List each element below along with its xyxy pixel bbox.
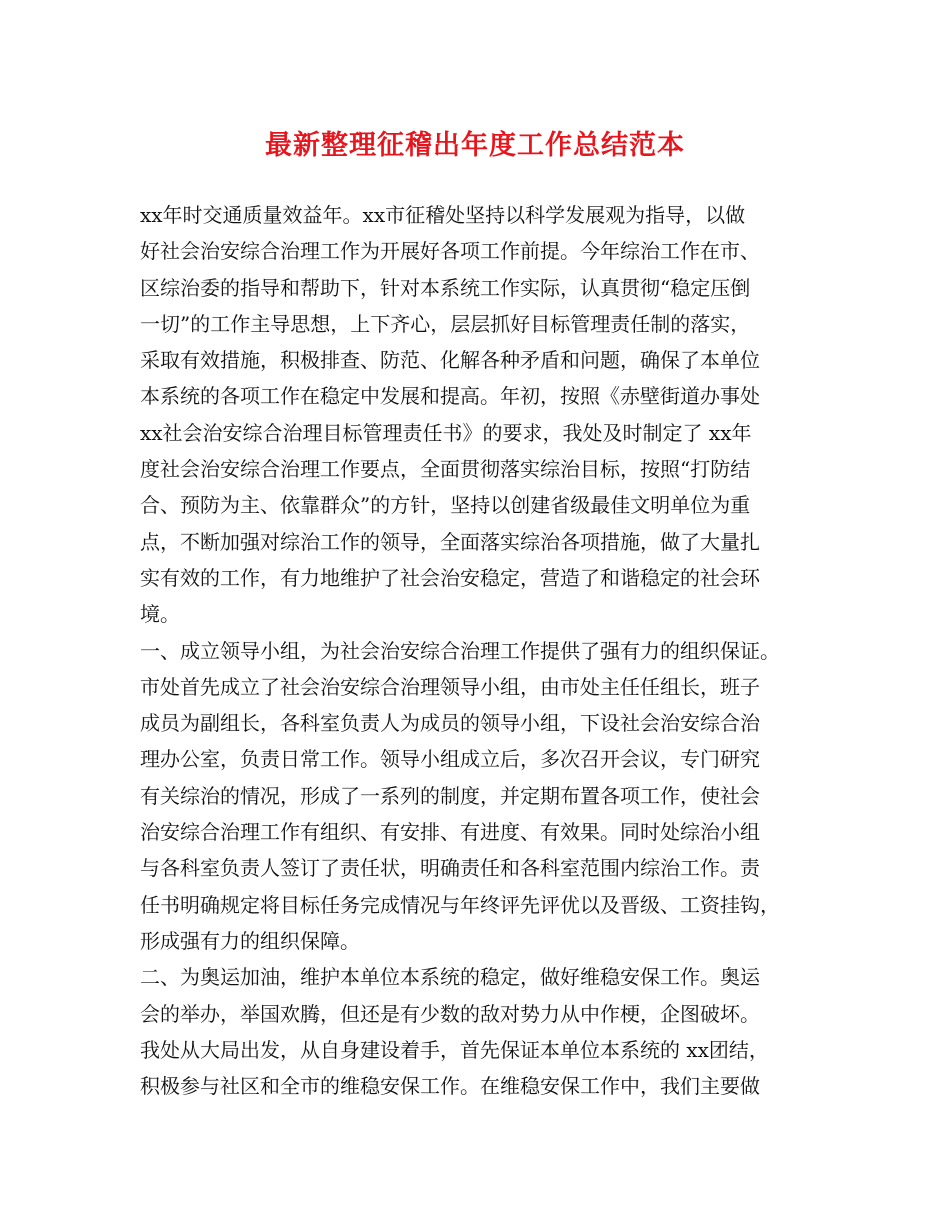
text-line: 本系统的各项工作在稳定中发展和提高。年初，按照《赤壁街道办事处 bbox=[140, 384, 760, 409]
document-title: 最新整理征稽出年度工作总结范本 bbox=[265, 130, 685, 161]
text-line: xx社会治安综合治理目标管理责任书》的要求，我处及时制定了 xx年 bbox=[140, 420, 752, 445]
text-line: 成员为副组长，各科室负责人为成员的领导小组，下设社会治安综合治 bbox=[140, 711, 760, 736]
text-line: 积极参与社区和全市的维稳安保工作。在维稳安保工作中，我们主要做 bbox=[140, 1074, 760, 1099]
text-line: 治安综合治理工作有组织、有安排、有进度、有效果。同时处综治小组 bbox=[140, 820, 760, 845]
text-line: 理办公室，负责日常工作。领导小组成立后，多次召开会议，专门研究 bbox=[140, 747, 760, 772]
text-line: 有关综治的情况，形成了一系列的制度，并定期布置各项工作，使社会 bbox=[140, 783, 760, 808]
section-heading-2: 二、为奥运加油，维护本单位本系统的稳定，做好维稳安保工作。奥运 bbox=[140, 965, 760, 990]
text-line: 一切”的工作主导思想，上下齐心，层层抓好目标管理责任制的落实， bbox=[140, 311, 751, 336]
text-line: 任书明确规定将目标任务完成情况与年终评先评优以及晋级、工资挂钩， bbox=[140, 892, 780, 917]
section-heading-1: 一、成立领导小组，为社会治安综合治理工作提供了强有力的组织保证。 bbox=[140, 638, 780, 663]
text-line: 市处首先成立了社会治安综合治理领导小组，由市处主任任组长，班子 bbox=[140, 674, 760, 699]
text-line: 实有效的工作，有力地维护了社会治安稳定，营造了和谐稳定的社会环 bbox=[140, 565, 760, 590]
text-line: 好社会治安综合治理工作为开展好各项工作前提。今年综治工作在市、 bbox=[140, 239, 760, 264]
text-line: xx年时交通质量效益年。xx市征稽处坚持以科学发展观为指导，以做 bbox=[140, 203, 746, 227]
text-line: 度社会治安综合治理工作要点，全面贯彻落实综治目标，按照“打防结 bbox=[140, 457, 751, 482]
text-line: 与各科室负责人签订了责任状，明确责任和各科室范围内综治工作。责 bbox=[140, 856, 760, 881]
text-line: 境。 bbox=[140, 602, 180, 627]
document-body bbox=[140, 197, 830, 1104]
text-line: 采取有效措施，积极排查、防范、化解各种矛盾和问题，确保了本单位 bbox=[140, 348, 760, 373]
text-line: 点，不断加强对综治工作的领导，全面落实综治各项措施，做了大量扎 bbox=[140, 529, 760, 554]
text-line: 合、预防为主、依靠群众”的方针，坚持以创建省级最佳文明单位为重 bbox=[140, 493, 751, 518]
text-line: 区综治委的指导和帮助下，针对本系统工作实际，认真贯彻“稳定压倒 bbox=[140, 275, 751, 300]
text-line: 形成强有力的组织保障。 bbox=[140, 928, 360, 953]
text-line: 会的举办，举国欢腾，但还是有少数的敌对势力从中作梗，企图破坏。 bbox=[140, 1001, 760, 1026]
text-line: 我处从大局出发，从自身建设着手，首先保证本单位本系统的 xx团结， bbox=[140, 1037, 769, 1062]
